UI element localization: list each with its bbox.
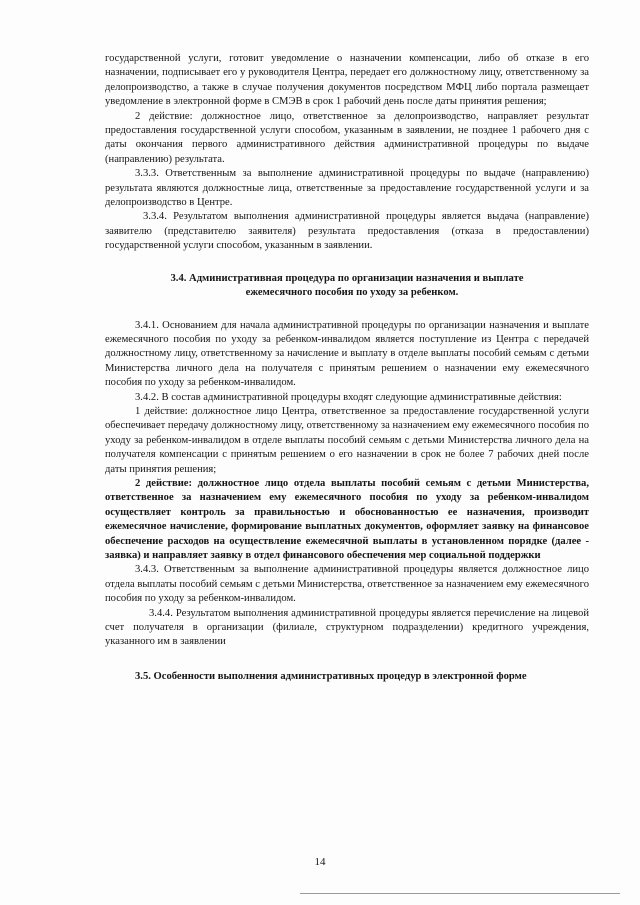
paragraph-3-3-3: 3.3.3. Ответственным за выполнение административной процедуры по выдаче (направлению) результата являются должностные лица, ответственные за предоставление государственной услуги и за делопроизводство в Центре. [105, 168, 589, 209]
paragraph-3-4-action-2: 2 действие: должностное лицо отдела выплаты пособий семьям с детьми Министерства, ответственное за назначением ему ежемесячного пособия по уходу за ребенком-инвалидом осуществляет контроль за правильностью и обоснованностью ее назначения, производит ежемесячное начисление, формирование выплатных документов, оформляет заявку на финансовое обеспечение расходов на осуществление ежемесячной выплаты в установленном порядке (далее - заявка) и направляет заявку в отдел финансового обеспечения мер социальной поддержки [105, 477, 589, 561]
section-heading-3-5: 3.5. Особенности выполнения административных процедур в электронной форме [135, 670, 527, 682]
section-heading-3-4-line1: 3.4. Административная процедура по организации назначения и выплате [170, 272, 524, 284]
paragraph-3-3-4: 3.3.4. Результатом выполнения административной процедуры является выдача (направление) заявителю (представителю заявителя) результата предоставления (отказа в предоставлении) государственной услуги способом, указанным в заявлении. [105, 211, 589, 252]
paragraph-3-4-1: 3.4.1. Основанием для начала административной процедуры по организации назначения и выплате ежемесячного пособия по уходу за ребенком-инвалидом является поступление из Центра с передачей должностному лицу, ответственному за начисление и выплату в отделе выплаты пособий семьям с детьми Министерства личного дела на получателя с принятым решением о назначении ему ежемесячного пособия по уходу за ребенком-инвалидом. [105, 319, 589, 389]
paragraph-3-4-2: 3.4.2. В состав административной процедуры входят следующие административные действия: [135, 391, 562, 403]
page-number: 14 [314, 856, 326, 868]
paragraph-continuation: государственной услуги, готовит уведомление о назначении компенсации, либо об отказе в его назначении, подписывает его у руководителя Центра, передает его должностному лицу, ответственному за делопроизводство, а также в случае получения документов посредством МФЦ либо портала размещает уведомление в электронной форме в СМЭВ в срок 1 рабочий день после даты принятия решения; [105, 53, 589, 108]
paragraph-3-4-action-1: 1 действие: должностное лицо Центра, ответственное за предоставление государственной услуги обеспечивает передачу должностному лицу, ответственному за назначением ему ежемесячного пособия по уходу за ребенком-инвалидом в отделе выплаты пособий семьям с детьми Министерства личного дела на получателя компенсации с принятым решением о его назначении в срок не более 7 рабочих дней после даты принятия решения; [105, 405, 589, 475]
section-heading-3-4-line2: ежемесячного пособия по уходу за ребенком. [245, 287, 459, 299]
paragraph-action-2: 2 действие: должностное лицо, ответственное за делопроизводство, направляет результат предоставления государственной услуги способом, указанным в заявлении, не позднее 1 рабочего дня с даты окончания первого административного действия административной процедуры по выдаче (направлению) результата. [105, 110, 589, 165]
footer-rule [300, 893, 620, 894]
paragraph-3-4-3: 3.4.3. Ответственным за выполнение административной процедуры является должностное лицо отдела выплаты пособий семьям с детьми Министерства, ответственное за назначением ему ежемесячного пособия по уходу за ребенком-инвалидом. [105, 564, 589, 605]
document-body [105, 52, 589, 684]
paragraph-3-4-4: 3.4.4. Результатом выполнения административной процедуры является перечисление на лицевой счет получателя в организации (филиале, структурном подразделении) кредитного учреждения, указанного им в заявлении [105, 607, 589, 648]
section-heading-3-4 [105, 272, 589, 301]
